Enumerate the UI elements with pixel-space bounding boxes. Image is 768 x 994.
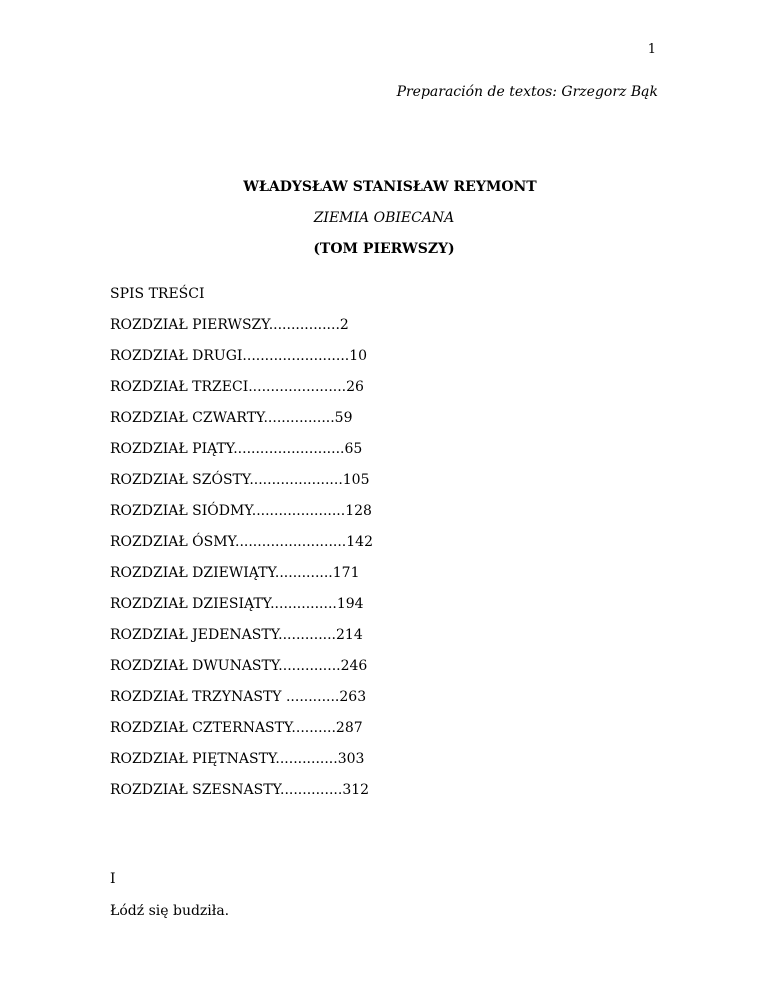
chapter-first-line: Łódź się budziła. — [110, 903, 230, 919]
preparation-credit: Preparación de textos: Grzegorz Bąk — [396, 84, 658, 100]
volume-label: (TOM PIERWSZY) — [313, 241, 455, 257]
page-number: 1 — [647, 42, 656, 57]
toc-item: ROZDZIAŁ TRZECI......................26 — [110, 379, 364, 395]
toc-item: ROZDZIAŁ JEDENASTY.............214 — [110, 627, 363, 643]
chapter-start — [110, 863, 229, 927]
title-block — [0, 172, 768, 265]
toc-item: ROZDZIAŁ TRZYNASTY ............263 — [110, 689, 367, 705]
toc-item: ROZDZIAŁ PIĄTY.........................65 — [110, 441, 363, 457]
toc-item: ROZDZIAŁ ÓSMY.........................142 — [110, 534, 373, 550]
table-of-contents — [110, 279, 373, 806]
toc-item: ROZDZIAŁ DRUGI........................10 — [110, 348, 368, 364]
toc-item: ROZDZIAŁ PIĘTNASTY..............303 — [110, 751, 365, 767]
toc-item: ROZDZIAŁ DZIESIĄTY...............194 — [110, 596, 364, 612]
toc-item: ROZDZIAŁ SZESNASTY..............312 — [110, 782, 370, 798]
toc-item: ROZDZIAŁ SZÓSTY.....................105 — [110, 472, 370, 488]
author-name: WŁADYSŁAW STANISŁAW REYMONT — [243, 179, 537, 195]
toc-item: ROZDZIAŁ PIERWSZY................2 — [110, 317, 349, 333]
toc-item: ROZDZIAŁ DWUNASTY..............246 — [110, 658, 368, 674]
toc-item: ROZDZIAŁ SIÓDMY.....................128 — [110, 503, 372, 519]
toc-heading: SPIS TREŚCI — [110, 286, 205, 302]
toc-item: ROZDZIAŁ DZIEWIĄTY.............171 — [110, 565, 360, 581]
toc-item: ROZDZIAŁ CZTERNASTY..........287 — [110, 720, 363, 736]
toc-item: ROZDZIAŁ CZWARTY................59 — [110, 410, 353, 426]
chapter-numeral: I — [110, 871, 116, 887]
book-title: ZIEMIA OBIECANA — [313, 210, 455, 226]
